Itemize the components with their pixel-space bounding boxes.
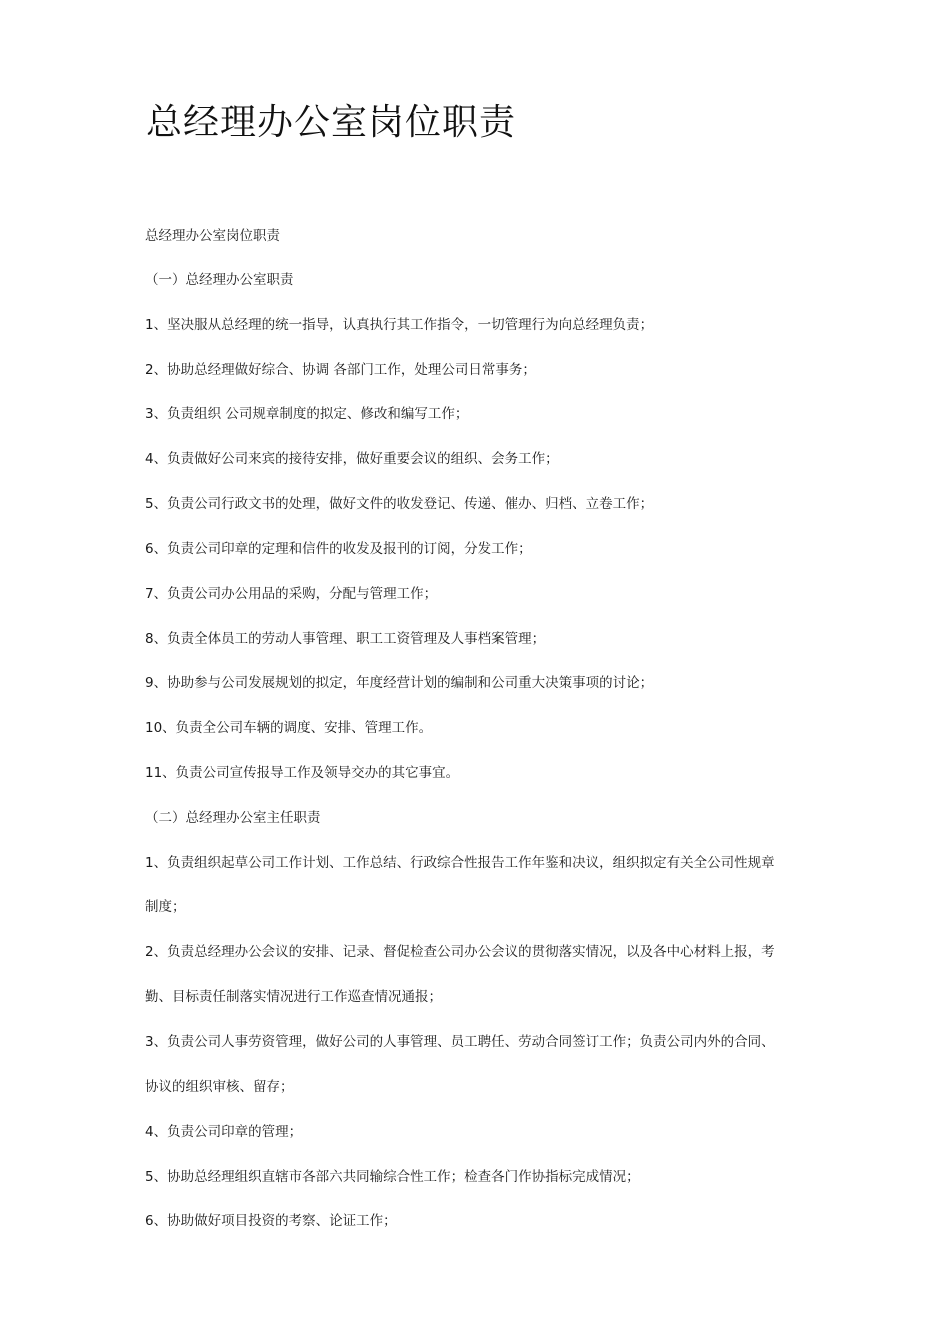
duty-item: 10、负责全公司车辆的调度、安排、管理工作。 <box>145 720 433 736</box>
duty-item: 5、负责公司行政文书的处理，做好文件的收发登记、传递、催办、归档、立卷工作； <box>145 496 654 512</box>
duty-item: 1、负责组织起草公司工作计划、工作总结、行政综合性报告工作年鉴和决议，组织拟定有关全公司性规章 <box>145 855 775 871</box>
duty-item: 8、负责全体员工的劳动人事管理、职工工资管理及人事档案管理； <box>145 631 546 647</box>
duty-item: 11、负责公司宣传报导工作及领导交办的其它事宜。 <box>145 765 460 781</box>
duty-item: 6、协助做好项目投资的考察、论证工作； <box>145 1213 397 1229</box>
duty-item: 3、负责组织 公司规章制度的拟定、修改和编写工作； <box>145 406 469 422</box>
duty-item-continuation: 勤、目标责任制落实情况进行工作巡查情况通报； <box>145 989 442 1005</box>
duty-item: 4、负责做好公司来宾的接待安排，做好重要会议的组织、会务工作； <box>145 451 559 467</box>
duty-item: 2、负责总经理办公会议的安排、记录、督促检查公司办公会议的贯彻落实情况，以及各中心材料上报，考 <box>145 944 775 960</box>
duty-item: 4、负责公司印章的管理； <box>145 1124 303 1140</box>
duty-item: 5、协助总经理组织直辖市各部六共同输综合性工作；检查各门作协指标完成情况； <box>145 1169 640 1185</box>
duty-item: 3、负责公司人事劳资管理，做好公司的人事管理、员工聘任、劳动合同签订工作；负责公司内外的合同、 <box>145 1034 775 1050</box>
duty-item: 1、坚决服从总经理的统一指导，认真执行其工作指令，一切管理行为向总经理负责； <box>145 317 654 333</box>
duty-item: 7、负责公司办公用品的采购，分配与管理工作； <box>145 586 438 602</box>
duty-item-continuation: 制度； <box>145 899 186 915</box>
duty-item-continuation: 协议的组织审核、留存； <box>145 1079 294 1095</box>
section-heading: 总经理办公室岗位职责 <box>145 228 280 244</box>
document-title: 总经理办公室岗位职责 <box>146 102 517 143</box>
subsection-heading: （一）总经理办公室职责 <box>145 272 294 288</box>
duty-item: 9、协助参与公司发展规划的拟定，年度经营计划的编制和公司重大决策事项的讨论； <box>145 675 654 691</box>
duty-item: 6、负责公司印章的定理和信件的收发及报刊的订阅，分发工作； <box>145 541 532 557</box>
duty-item: 2、协助总经理做好综合、协调 各部门工作，处理公司日常事务； <box>145 362 536 378</box>
subsection-heading: （二）总经理办公室主任职责 <box>145 810 321 826</box>
